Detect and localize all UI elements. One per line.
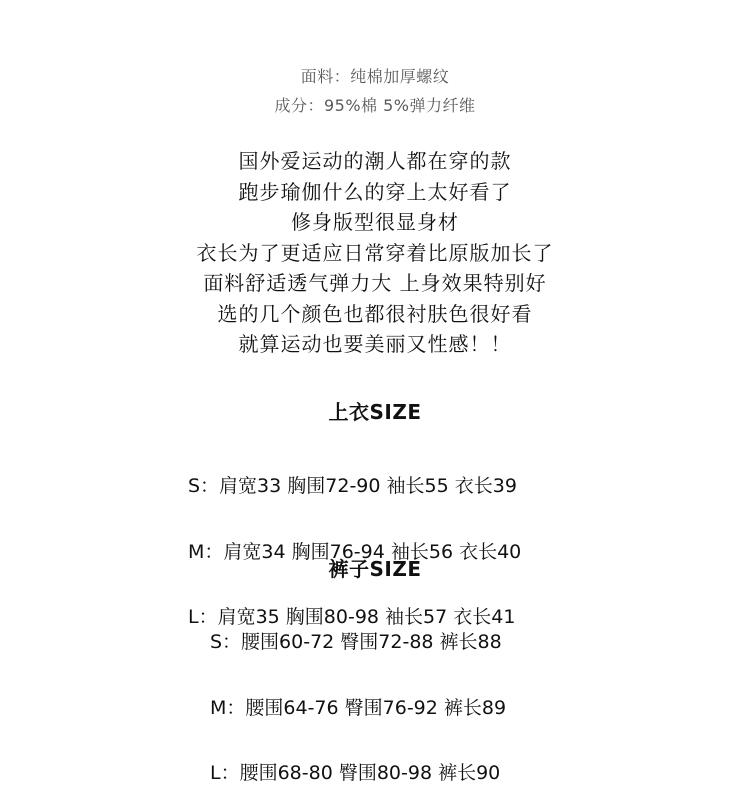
description-line: 修身版型很显身材	[291, 210, 459, 234]
pants-size-row-l: L：腰围68-80 臀围80-98 裤长90	[210, 762, 501, 784]
product-description	[0, 146, 750, 360]
top-size-row-l: L：肩宽35 胸围80-98 袖长57 衣长41	[188, 606, 516, 628]
description-line: 国外爱运动的潮人都在穿的款	[238, 149, 512, 173]
pants-size-title: 裤子SIZE	[328, 557, 422, 581]
pants-size-table	[210, 591, 506, 807]
description-line: 跑步瑜伽什么的穿上太好看了	[238, 179, 512, 204]
pants-size-row-s: S：腰围60-72 臀围72-88 裤长88	[210, 631, 502, 653]
top-size-row-m: M：肩宽34 胸围76-94 袖长56 衣长40	[188, 540, 522, 563]
description-line: 面料舒适透气弹力大 上身效果特别好	[203, 271, 547, 295]
description-line: 衣长为了更适应日常穿着比原版加长了	[196, 240, 554, 265]
fabric-info	[0, 62, 750, 120]
top-size-title: 上衣SIZE	[328, 400, 422, 424]
description-line: 选的几个颜色也都很衬肤色很好看	[217, 301, 533, 326]
top-size-row-s: S：肩宽33 胸围72-90 袖长55 衣长39	[188, 475, 517, 497]
description-line: 就算运动也要美丽又性感！！	[238, 332, 512, 356]
fabric-material: 面料：纯棉加厚螺纹	[300, 67, 450, 86]
fabric-composition: 成分：95%棉 5%弹力纤维	[274, 96, 476, 115]
pants-size-row-m: M：腰围64-76 臀围76-92 裤长89	[210, 696, 507, 719]
